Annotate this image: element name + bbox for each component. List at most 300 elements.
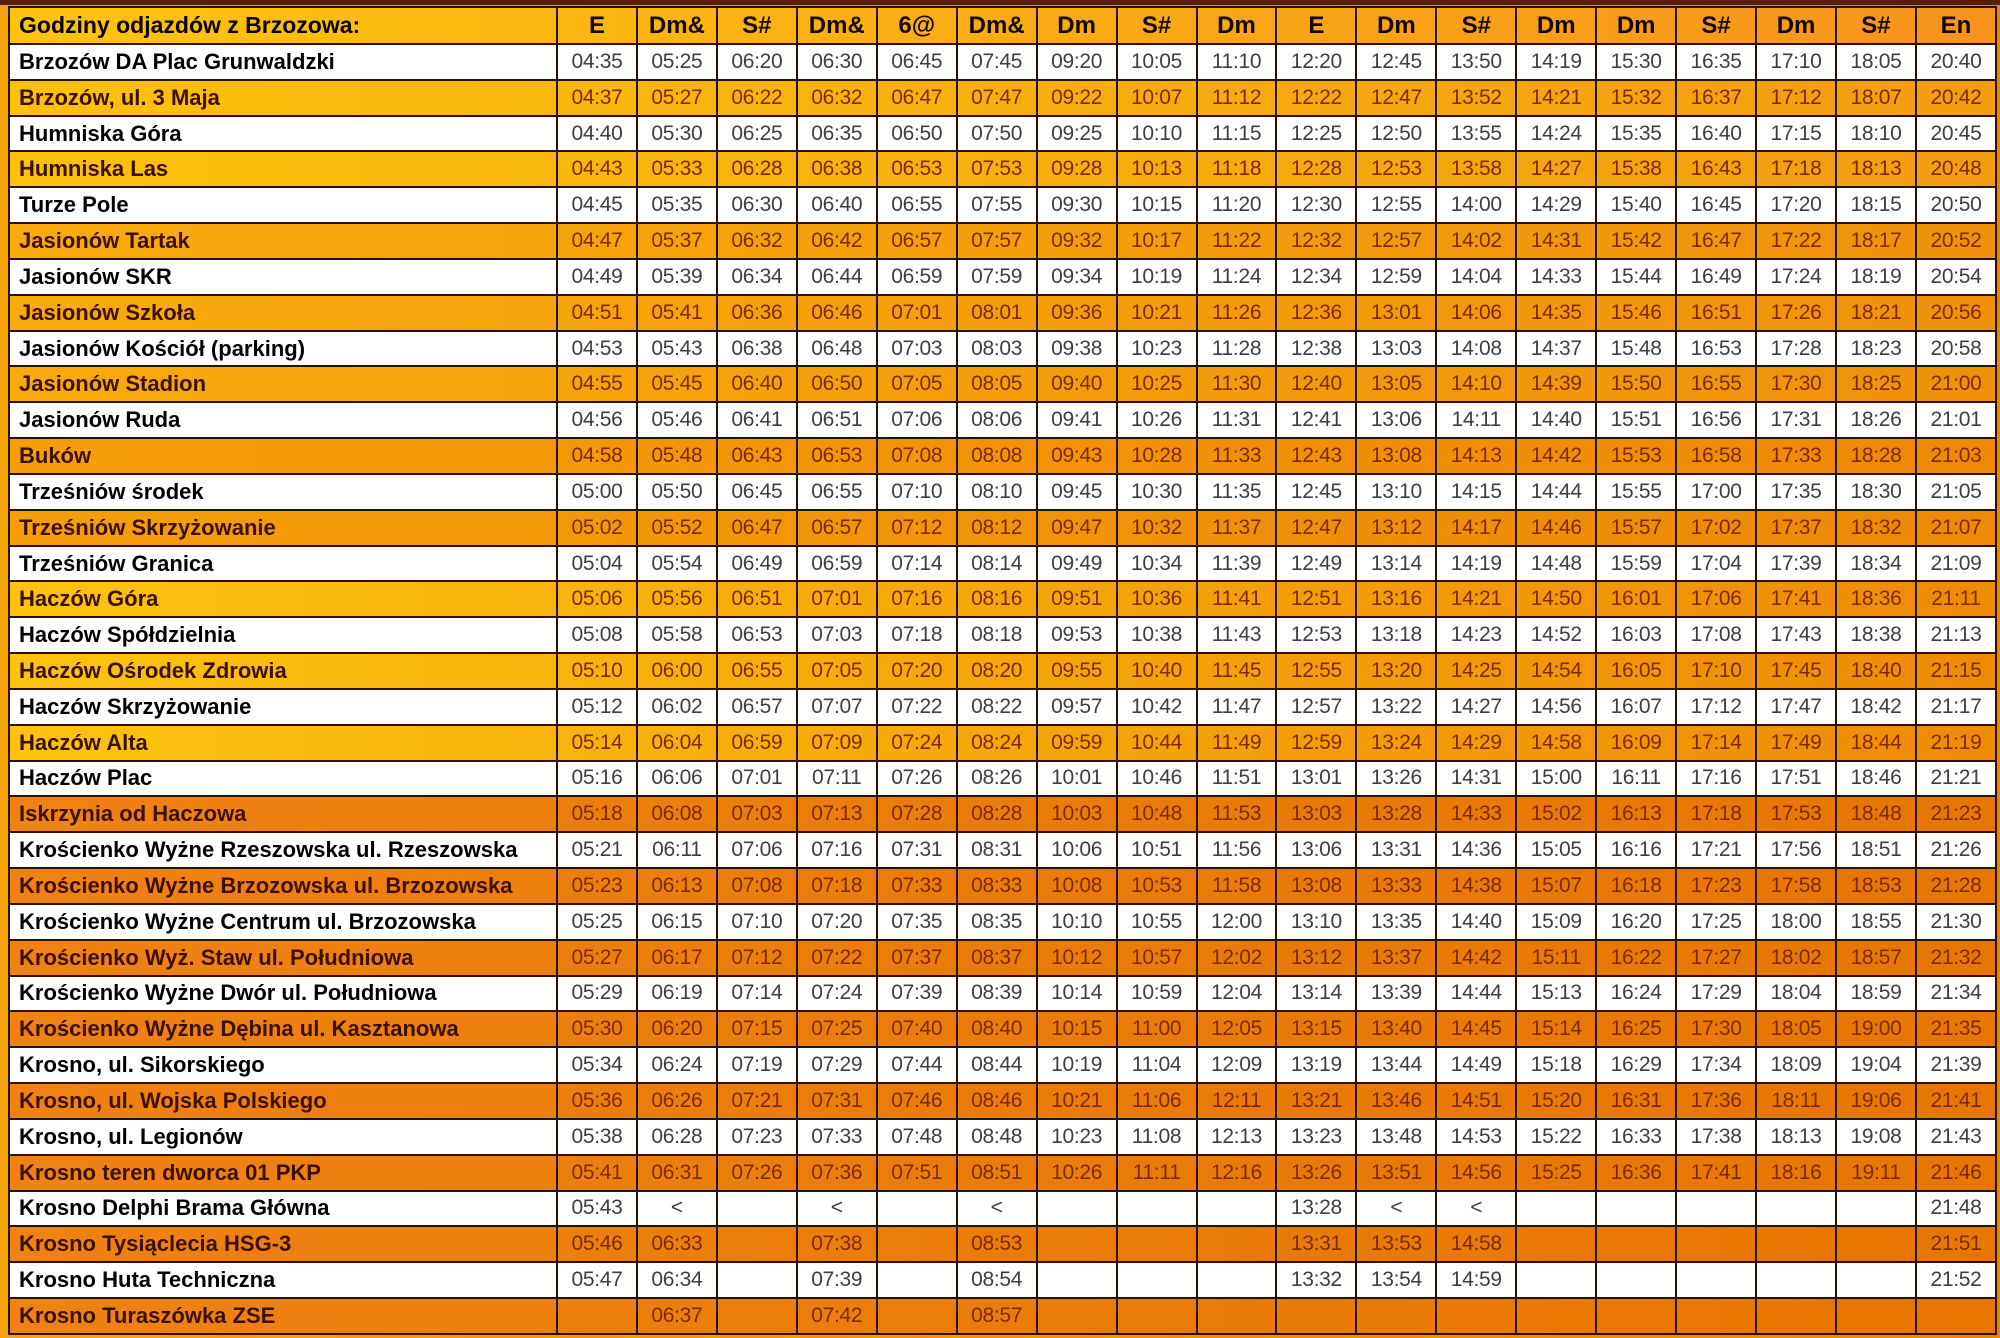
time-cell: 08:20 [957, 653, 1037, 689]
time-cell: 04:45 [557, 187, 637, 223]
time-cell: 15:48 [1596, 331, 1676, 367]
time-cell: 07:16 [877, 581, 957, 617]
time-cell: 04:58 [557, 438, 637, 474]
time-cell: 17:23 [1676, 868, 1756, 904]
time-cell: 15:53 [1596, 438, 1676, 474]
time-cell [1836, 1298, 1916, 1334]
stop-name-cell: Humniska Góra [9, 116, 557, 152]
table-row [9, 725, 1996, 761]
time-cell: 13:08 [1356, 438, 1436, 474]
time-cell: 18:10 [1836, 116, 1916, 152]
time-cell: 11:20 [1197, 187, 1277, 223]
time-cell [1596, 1226, 1676, 1262]
stop-name-cell: Krościenko Wyż. Staw ul. Południowa [9, 940, 557, 976]
departure-timetable [8, 6, 1997, 1335]
time-cell: 07:24 [797, 976, 877, 1012]
time-cell: 12:13 [1197, 1119, 1277, 1155]
time-cell: 12:40 [1276, 366, 1356, 402]
time-cell: 21:34 [1916, 976, 1996, 1012]
time-cell: 07:50 [957, 116, 1037, 152]
column-header: En [1916, 7, 1996, 44]
time-cell: 17:38 [1676, 1119, 1756, 1155]
time-cell: 05:33 [637, 151, 717, 187]
time-cell: 14:44 [1516, 474, 1596, 510]
time-cell: 18:38 [1836, 617, 1916, 653]
time-cell: 08:40 [957, 1011, 1037, 1047]
time-cell: 18:15 [1836, 187, 1916, 223]
table-title: Godziny odjazdów z Brzozowa: [9, 7, 557, 44]
time-cell: 17:37 [1756, 510, 1836, 546]
time-cell: 20:45 [1916, 116, 1996, 152]
time-cell: 17:06 [1676, 581, 1756, 617]
time-cell: 15:38 [1596, 151, 1676, 187]
time-cell: 21:51 [1916, 1226, 1996, 1262]
time-cell: 06:28 [637, 1119, 717, 1155]
stop-name-cell: Jasionów Szkoła [9, 295, 557, 331]
time-cell: 18:07 [1836, 80, 1916, 116]
table-row [9, 44, 1996, 80]
time-cell: 11:24 [1197, 259, 1277, 295]
time-cell: 06:19 [637, 976, 717, 1012]
time-cell: 07:09 [797, 725, 877, 761]
time-cell: 09:43 [1037, 438, 1117, 474]
time-cell: 11:12 [1197, 80, 1277, 116]
table-row [9, 80, 1996, 116]
time-cell: 12:47 [1276, 510, 1356, 546]
time-cell: 11:33 [1197, 438, 1277, 474]
table-row [9, 904, 1996, 940]
time-cell: 12:16 [1197, 1155, 1277, 1191]
time-cell: 10:55 [1117, 904, 1197, 940]
time-cell: 06:04 [637, 725, 717, 761]
table-row [9, 259, 1996, 295]
time-cell: 19:11 [1836, 1155, 1916, 1191]
time-cell: 07:21 [717, 1083, 797, 1119]
time-cell: 14:38 [1436, 868, 1516, 904]
time-cell: 06:08 [637, 796, 717, 832]
time-cell: 05:38 [557, 1119, 637, 1155]
time-cell: 13:51 [1356, 1155, 1436, 1191]
time-cell: 10:06 [1037, 832, 1117, 868]
time-cell: 14:37 [1516, 331, 1596, 367]
time-cell: 18:00 [1756, 904, 1836, 940]
time-cell: 07:36 [797, 1155, 877, 1191]
time-cell: 06:51 [797, 402, 877, 438]
time-cell: 13:44 [1356, 1047, 1436, 1083]
time-cell: 11:43 [1197, 617, 1277, 653]
time-cell: 18:13 [1756, 1119, 1836, 1155]
time-cell: 21:19 [1916, 725, 1996, 761]
stop-name-cell: Krościenko Wyżne Dwór ul. Południowa [9, 976, 557, 1012]
time-cell: 10:01 [1037, 761, 1117, 797]
time-cell: 13:28 [1356, 796, 1436, 832]
time-cell: 09:59 [1037, 725, 1117, 761]
time-cell: 13:39 [1356, 976, 1436, 1012]
time-cell: 21:26 [1916, 832, 1996, 868]
time-cell: 06:38 [717, 331, 797, 367]
time-cell: 17:41 [1756, 581, 1836, 617]
time-cell: 17:21 [1676, 832, 1756, 868]
time-cell: 17:04 [1676, 546, 1756, 582]
column-header: Dm& [957, 7, 1037, 44]
time-cell: 21:32 [1916, 940, 1996, 976]
time-cell: 14:21 [1516, 80, 1596, 116]
time-cell: 17:24 [1756, 259, 1836, 295]
time-cell: 15:50 [1596, 366, 1676, 402]
time-cell: 11:18 [1197, 151, 1277, 187]
time-cell: 17:15 [1756, 116, 1836, 152]
time-cell: 15:51 [1596, 402, 1676, 438]
time-cell: 10:42 [1117, 689, 1197, 725]
time-cell: 13:31 [1356, 832, 1436, 868]
time-cell: 10:25 [1117, 366, 1197, 402]
time-cell [1676, 1262, 1756, 1298]
time-cell: 17:26 [1756, 295, 1836, 331]
time-cell [1516, 1262, 1596, 1298]
time-cell: 16:56 [1676, 402, 1756, 438]
table-row [9, 474, 1996, 510]
time-cell: 08:35 [957, 904, 1037, 940]
time-cell: 05:50 [637, 474, 717, 510]
time-cell: 08:37 [957, 940, 1037, 976]
time-cell: 14:31 [1516, 223, 1596, 259]
time-cell [1756, 1298, 1836, 1334]
time-cell: 07:05 [797, 653, 877, 689]
time-cell: 10:34 [1117, 546, 1197, 582]
time-cell: 21:15 [1916, 653, 1996, 689]
table-row [9, 1155, 1996, 1191]
time-cell: 20:52 [1916, 223, 1996, 259]
time-cell: 15:20 [1516, 1083, 1596, 1119]
table-row [9, 1119, 1996, 1155]
time-cell: 15:46 [1596, 295, 1676, 331]
time-cell: 06:40 [717, 366, 797, 402]
table-row [9, 438, 1996, 474]
time-cell: 16:58 [1676, 438, 1756, 474]
time-cell: 16:13 [1596, 796, 1676, 832]
time-cell: 16:31 [1596, 1083, 1676, 1119]
time-cell: 08:33 [957, 868, 1037, 904]
time-cell: 08:48 [957, 1119, 1037, 1155]
time-cell: 11:58 [1197, 868, 1277, 904]
time-cell: 14:33 [1436, 796, 1516, 832]
stop-name-cell: Jasionów Kościół (parking) [9, 331, 557, 367]
table-row [9, 940, 1996, 976]
time-cell: 10:08 [1037, 868, 1117, 904]
time-cell: 06:40 [797, 187, 877, 223]
time-cell: 11:31 [1197, 402, 1277, 438]
time-cell: 12:53 [1276, 617, 1356, 653]
time-cell: 04:51 [557, 295, 637, 331]
time-cell: 14:44 [1436, 976, 1516, 1012]
table-row [9, 832, 1996, 868]
time-cell: 14:40 [1516, 402, 1596, 438]
time-cell: 14:13 [1436, 438, 1516, 474]
time-cell: 06:37 [637, 1298, 717, 1334]
time-cell: 09:49 [1037, 546, 1117, 582]
time-cell: 10:05 [1117, 44, 1197, 80]
time-cell: 12:45 [1276, 474, 1356, 510]
stop-name-cell: Krosno teren dworca 01 PKP [9, 1155, 557, 1191]
time-cell: 18:25 [1836, 366, 1916, 402]
time-cell: 07:08 [877, 438, 957, 474]
time-cell: 12:47 [1356, 80, 1436, 116]
time-cell: 16:07 [1596, 689, 1676, 725]
time-cell [877, 1262, 957, 1298]
time-cell: 16:24 [1596, 976, 1676, 1012]
column-header: S# [717, 7, 797, 44]
time-cell: 13:14 [1276, 976, 1356, 1012]
time-cell: 13:08 [1276, 868, 1356, 904]
time-cell: 06:45 [877, 44, 957, 80]
time-cell: 15:22 [1516, 1119, 1596, 1155]
time-cell: 13:16 [1356, 581, 1436, 617]
time-cell: 14:56 [1436, 1155, 1516, 1191]
time-cell: 14:17 [1436, 510, 1516, 546]
time-cell: 06:59 [797, 546, 877, 582]
time-cell: 18:23 [1836, 331, 1916, 367]
table-row [9, 761, 1996, 797]
time-cell: 17:08 [1676, 617, 1756, 653]
time-cell: 05:29 [557, 976, 637, 1012]
time-cell: 07:24 [877, 725, 957, 761]
time-cell: 10:26 [1117, 402, 1197, 438]
time-cell: 09:53 [1037, 617, 1117, 653]
time-cell: 11:26 [1197, 295, 1277, 331]
table-row [9, 976, 1996, 1012]
time-cell: 10:21 [1037, 1083, 1117, 1119]
time-cell: 16:53 [1676, 331, 1756, 367]
time-cell: 07:07 [797, 689, 877, 725]
time-cell: 07:18 [797, 868, 877, 904]
time-cell: 04:55 [557, 366, 637, 402]
time-cell: 06:25 [717, 116, 797, 152]
column-header: E [1276, 7, 1356, 44]
time-cell: 07:40 [877, 1011, 957, 1047]
time-cell: 17:30 [1756, 366, 1836, 402]
time-cell: 10:03 [1037, 796, 1117, 832]
time-cell: 17:16 [1676, 761, 1756, 797]
table-row [9, 366, 1996, 402]
time-cell: 13:26 [1356, 761, 1436, 797]
table-row [9, 1011, 1996, 1047]
time-cell: 18:51 [1836, 832, 1916, 868]
time-cell: 20:42 [1916, 80, 1996, 116]
time-cell: 07:22 [877, 689, 957, 725]
time-cell: < [1436, 1191, 1516, 1227]
time-cell: 06:32 [717, 223, 797, 259]
time-cell: 21:01 [1916, 402, 1996, 438]
column-header: S# [1436, 7, 1516, 44]
time-cell: 05:27 [637, 80, 717, 116]
time-cell: 13:05 [1356, 366, 1436, 402]
time-cell: 11:08 [1117, 1119, 1197, 1155]
time-cell: 14:49 [1436, 1047, 1516, 1083]
time-cell: 12:59 [1276, 725, 1356, 761]
time-cell: 14:35 [1516, 295, 1596, 331]
time-cell: 10:44 [1117, 725, 1197, 761]
time-cell: 17:58 [1756, 868, 1836, 904]
time-cell: 13:14 [1356, 546, 1436, 582]
time-cell: 13:46 [1356, 1083, 1436, 1119]
time-cell: 18:40 [1836, 653, 1916, 689]
column-header: Dm& [637, 7, 717, 44]
table-row [9, 116, 1996, 152]
time-cell: 08:31 [957, 832, 1037, 868]
time-cell: 16:11 [1596, 761, 1676, 797]
time-cell: 11:10 [1197, 44, 1277, 80]
time-cell: 16:40 [1676, 116, 1756, 152]
time-cell: 04:53 [557, 331, 637, 367]
time-cell: 17:56 [1756, 832, 1836, 868]
time-cell: 10:38 [1117, 617, 1197, 653]
time-cell: 12:57 [1276, 689, 1356, 725]
time-cell: 07:26 [877, 761, 957, 797]
time-cell: 06:22 [717, 80, 797, 116]
time-cell: 05:43 [637, 331, 717, 367]
time-cell: 05:54 [637, 546, 717, 582]
column-header: S# [1117, 7, 1197, 44]
time-cell: 11:06 [1117, 1083, 1197, 1119]
time-cell: 16:03 [1596, 617, 1676, 653]
time-cell: 07:23 [717, 1119, 797, 1155]
time-cell: 05:48 [637, 438, 717, 474]
time-cell: 18:02 [1756, 940, 1836, 976]
time-cell: 08:03 [957, 331, 1037, 367]
time-cell: 06:17 [637, 940, 717, 976]
time-cell: 18:32 [1836, 510, 1916, 546]
time-cell: 14:11 [1436, 402, 1516, 438]
time-cell: 17:00 [1676, 474, 1756, 510]
time-cell: 18:17 [1836, 223, 1916, 259]
time-cell: 13:20 [1356, 653, 1436, 689]
time-cell: 06:34 [637, 1262, 717, 1298]
time-cell: 05:06 [557, 581, 637, 617]
table-row [9, 1191, 1996, 1227]
stop-name-cell: Jasionów Ruda [9, 402, 557, 438]
time-cell: 10:12 [1037, 940, 1117, 976]
table-row [9, 510, 1996, 546]
time-cell: 15:55 [1596, 474, 1676, 510]
time-cell: 05:10 [557, 653, 637, 689]
time-cell: 17:27 [1676, 940, 1756, 976]
stop-name-cell: Krosno, ul. Sikorskiego [9, 1047, 557, 1083]
column-header: Dm [1756, 7, 1836, 44]
time-cell: 06:53 [717, 617, 797, 653]
column-header: Dm [1037, 7, 1117, 44]
time-cell: 17:25 [1676, 904, 1756, 940]
time-cell: 06:57 [717, 689, 797, 725]
time-cell: 15:05 [1516, 832, 1596, 868]
time-cell: 07:53 [957, 151, 1037, 187]
time-cell: 10:32 [1117, 510, 1197, 546]
time-cell: 07:14 [717, 976, 797, 1012]
time-cell: 10:53 [1117, 868, 1197, 904]
time-cell: 14:46 [1516, 510, 1596, 546]
stop-name-cell: Haczów Spółdzielnia [9, 617, 557, 653]
time-cell: 06:15 [637, 904, 717, 940]
time-cell: 14:27 [1516, 151, 1596, 187]
time-cell: 11:28 [1197, 331, 1277, 367]
time-cell: 14:56 [1516, 689, 1596, 725]
time-cell: 08:18 [957, 617, 1037, 653]
time-cell: 09:36 [1037, 295, 1117, 331]
time-cell: 20:56 [1916, 295, 1996, 331]
stop-name-cell: Haczów Plac [9, 761, 557, 797]
time-cell [1596, 1262, 1676, 1298]
time-cell: 21:43 [1916, 1119, 1996, 1155]
time-cell: 07:59 [957, 259, 1037, 295]
time-cell: 10:15 [1117, 187, 1197, 223]
time-cell: 13:53 [1356, 1226, 1436, 1262]
time-cell: 13:01 [1356, 295, 1436, 331]
time-cell: 17:47 [1756, 689, 1836, 725]
time-cell: 14:02 [1436, 223, 1516, 259]
time-cell: 07:14 [877, 546, 957, 582]
time-cell: 11:51 [1197, 761, 1277, 797]
time-cell: 15:42 [1596, 223, 1676, 259]
time-cell: 05:08 [557, 617, 637, 653]
time-cell [557, 1298, 637, 1334]
time-cell: 05:14 [557, 725, 637, 761]
time-cell: 21:05 [1916, 474, 1996, 510]
stop-name-cell: Krościenko Wyżne Dębina ul. Kasztanowa [9, 1011, 557, 1047]
time-cell: 16:05 [1596, 653, 1676, 689]
stop-name-cell: Trześniów Skrzyżowanie [9, 510, 557, 546]
time-cell: 11:30 [1197, 366, 1277, 402]
time-cell: 16:51 [1676, 295, 1756, 331]
table-row [9, 546, 1996, 582]
table-row [9, 617, 1996, 653]
time-cell: 21:03 [1916, 438, 1996, 474]
table-row [9, 868, 1996, 904]
time-cell: 10:36 [1117, 581, 1197, 617]
time-cell: 14:50 [1516, 581, 1596, 617]
time-cell: 14:06 [1436, 295, 1516, 331]
time-cell: 14:53 [1436, 1119, 1516, 1155]
stop-name-cell: Krościenko Wyżne Centrum ul. Brzozowska [9, 904, 557, 940]
time-cell: 07:25 [797, 1011, 877, 1047]
time-cell: 14:24 [1516, 116, 1596, 152]
time-cell: 06:11 [637, 832, 717, 868]
time-cell: 17:43 [1756, 617, 1836, 653]
stop-name-cell: Iskrzynia od Haczowa [9, 796, 557, 832]
time-cell: 10:30 [1117, 474, 1197, 510]
time-cell: 07:39 [797, 1262, 877, 1298]
time-cell: 10:15 [1037, 1011, 1117, 1047]
time-cell: 14:08 [1436, 331, 1516, 367]
time-cell: 04:49 [557, 259, 637, 295]
time-cell: 19:06 [1836, 1083, 1916, 1119]
time-cell: 18:19 [1836, 259, 1916, 295]
stop-name-cell: Haczów Góra [9, 581, 557, 617]
time-cell [1756, 1226, 1836, 1262]
time-cell: 12:00 [1197, 904, 1277, 940]
time-cell: 16:55 [1676, 366, 1756, 402]
time-cell: 17:20 [1756, 187, 1836, 223]
time-cell: 09:41 [1037, 402, 1117, 438]
time-cell [1676, 1298, 1756, 1334]
time-cell: 16:35 [1676, 44, 1756, 80]
time-cell: 08:14 [957, 546, 1037, 582]
time-cell: 21:23 [1916, 796, 1996, 832]
time-cell: 07:20 [797, 904, 877, 940]
time-cell: 11:22 [1197, 223, 1277, 259]
time-cell: 08:53 [957, 1226, 1037, 1262]
time-cell: 15:18 [1516, 1047, 1596, 1083]
time-cell: 13:58 [1436, 151, 1516, 187]
table-row [9, 1298, 1996, 1334]
